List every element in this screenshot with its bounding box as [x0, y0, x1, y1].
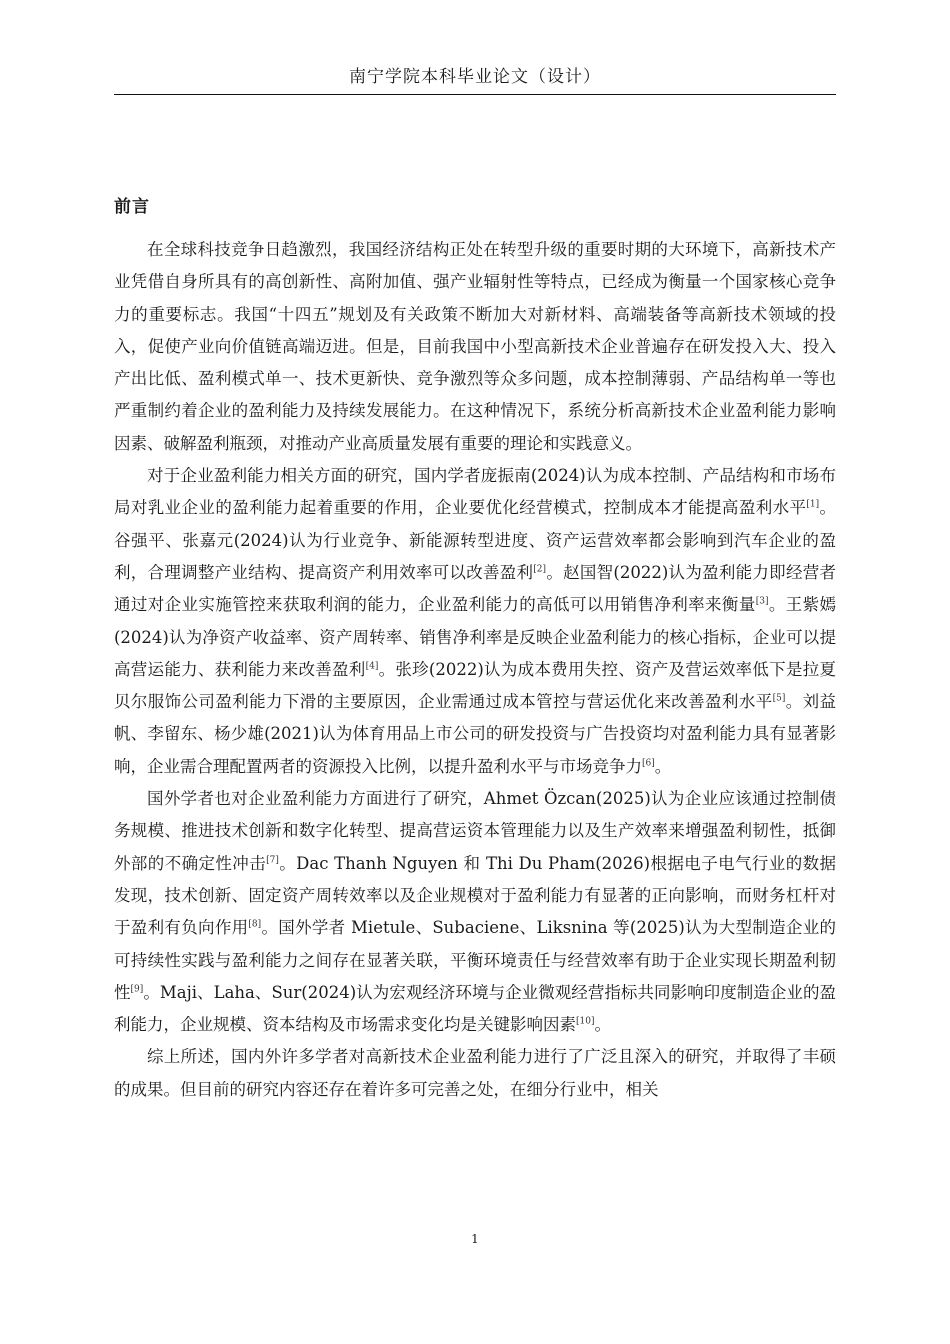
section-heading: 前言: [114, 197, 150, 217]
citation-marker: [10]: [576, 1016, 595, 1027]
body-text: [114, 234, 836, 1106]
paragraph-text: 。Maji、Laha、Sur(2024)认为宏观经济环境与企业微观经营指标共同影响印度制造企业的盈利能力，企业规模、资本结构及市场需求变化均是关键影响因素: [114, 982, 836, 1035]
paragraph-text: 。: [594, 1015, 611, 1035]
paragraph-text: 。Dac Thanh Nguyen 和 Thi Du Pham(2026)根据电子电气行业的数据发现，技术创新、固定资产周转效率以及企业规模对于盈利能力有显著的正向影响，而财务杠杆对于盈利有负向作用: [114, 853, 836, 938]
paragraph-text: 在全球科技竞争日趋激烈，我国经济结构正处在转型升级的重要时期的大环境下，高新技术产业凭借自身所具有的高创新性、高附加值、强产业辐射性等特点，已经成为衡量一个国家核心竞争力的重要标志。我国“十四五”规划及有关政策不断加大对新材料、高端装备等高新技术领域的投入，促使产业向价值链高端迈进。但是，目前我国中小型高新技术企业普遍存在研发投入大、投入产出比低、盈利模式单一、技术更新快、竞争激烈等众多问题，成本控制薄弱、产品结构单一等也严重制约着企业的盈利能力及持续发展能力。在这种情况下，系统分析高新技术企业盈利能力影响因素、破解盈利瓶颈，对推动产业高质量发展有重要的理论和实践意义。: [114, 240, 836, 453]
running-header: 南宁学院本科毕业论文（设计）: [349, 67, 601, 87]
header-rule: [114, 94, 836, 95]
paragraph: [114, 783, 836, 1041]
paragraph: [114, 234, 836, 460]
paragraph-text: 。王紫嫣(2024)认为净资产收益率、资产周转率、销售净利率是反映企业盈利能力的核心指标，企业可以提高营运能力、获利能力来改善盈利: [114, 595, 837, 679]
citation-marker: [8]: [248, 919, 262, 930]
citation-marker: [1]: [806, 499, 820, 510]
paragraph-text: 对于企业盈利能力相关方面的研究，国内学者庞振南(2024)认为成本控制、产品结构和市场布局对乳业企业的盈利能力起着重要的作用，企业要优化经营模式，控制成本才能提高盈利水平: [114, 466, 836, 518]
paragraph-text: 。张珍(2022)认为成本费用失控、资产及营运效率低下是拉夏贝尔服饰公司盈利能力下滑的主要原因，企业需通过成本管控与营运优化来改善盈利水平: [114, 659, 836, 712]
paragraph: [114, 1041, 836, 1106]
citation-marker: [5]: [772, 693, 786, 704]
paragraph-text: 。刘益帆、李留东、杨少雄(2021)认为体育用品上市公司的研发投资与广告投资均对盈利能力具有显著影响，企业需合理配置两者的资源投入比例，以提升盈利水平与市场竞争力: [114, 692, 837, 776]
citation-marker: [3]: [755, 596, 769, 607]
citation-marker: [6]: [642, 758, 655, 769]
paragraph-text: 。国外学者 Mietule、Subaciene、Liksnina 等(2025)认为大型制造企业的可持续性实践与盈利能力之间存在显著关联，平衡环境责任与经营效率有助于企业实现长期盈利韧性: [114, 918, 836, 1002]
paragraph: [114, 460, 836, 783]
citation-marker: [2]: [533, 564, 547, 575]
citation-marker: [4]: [365, 661, 379, 672]
paragraph-text: 综上所述，国内外许多学者对高新技术企业盈利能力进行了广泛且深入的研究，并取得了丰硕的成果。但目前的研究内容还存在着许多可完善之处，在细分行业中，相关: [114, 1047, 836, 1099]
paragraph-text: 。谷强平、张嘉元(2024)认为行业竞争、新能源转型进度、资产运营效率都会影响到汽车企业的盈利，合理调整产业结构、提高资产利用效率可以改善盈利: [114, 498, 837, 582]
citation-marker: [7]: [266, 855, 279, 866]
citation-marker: [9]: [130, 984, 144, 995]
paragraph-text: 。: [654, 756, 672, 776]
page-number: 1: [471, 1232, 479, 1246]
paragraph-text: 。赵国智(2022)认为盈利能力即经营者通过对企业实施管控来获取利润的能力，企业盈利能力的高低可以用销售净利率来衡量: [114, 562, 836, 615]
paragraph-text: 国外学者也对企业盈利能力方面进行了研究，Ahmet Özcan(2025)认为企业应该通过控制债务规模、推进技术创新和数字化转型、提高营运资本管理能力以及生产效率来增强盈利韧性，抵御外部的不确定性冲击: [114, 789, 836, 873]
